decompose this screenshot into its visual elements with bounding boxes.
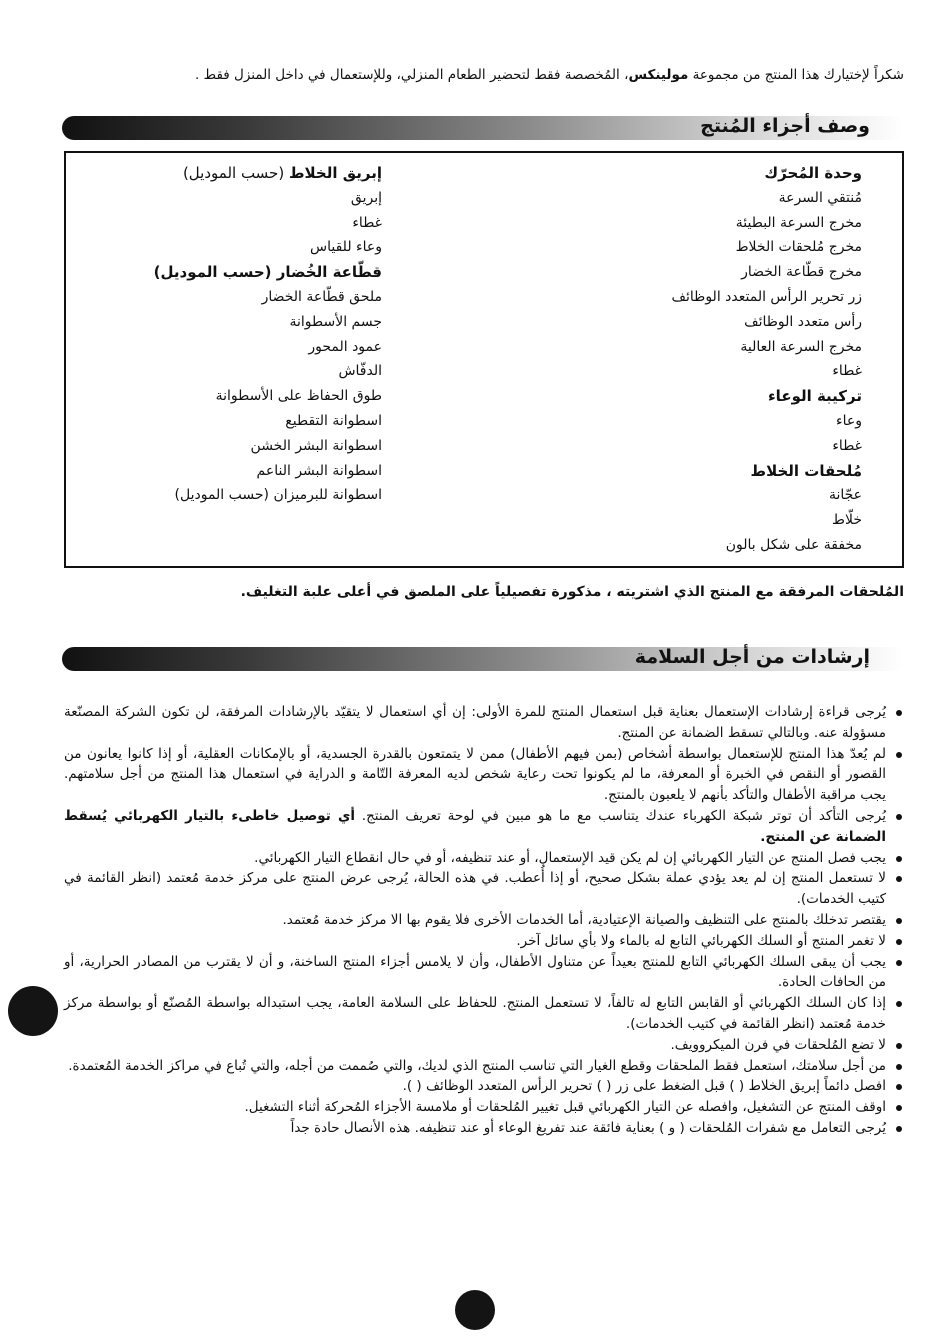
parts-item-label: الدفّاش [338, 363, 382, 380]
safety-item-text: يُرجى التأكد أن توتر شبكة الكهرباء عندك يتناسب مع ما هو مبين في لوحة تعريف المنتج. [354, 807, 886, 824]
parts-item [82, 483, 382, 508]
safety-item-text: لم يُعدّ هذا المنتج للإستعمال بواسطة أشخاص (بمن فيهم الأطفال) ممن لا يتمتعون بالقدرة الجسدية، أو بالإمكانات العقلية، أو إذا كانوا يعانون من القصور أو النقص في الخبرة أو المعرفة، ما لم يكونوا تحت رعاية شخص لديه المعرفة التّامة و الدراية في استعمال هذا المنتج من أجل سلامتهم. يجب مراقبة الأطفال والتأكد بأنهم لا يلعبون بالمنتج. [64, 745, 886, 804]
parts-item-label: وعاء للقياس [310, 239, 382, 256]
parts-item [502, 235, 862, 260]
safety-list [64, 702, 904, 1139]
parts-item-label: إبريق [350, 189, 382, 206]
safety-item [64, 868, 904, 910]
safety-item-text: لا تغمر المنتج أو السلك الكهربائي التابع له بالماء ولا بأي سائل آخر. [516, 932, 886, 949]
parts-item [82, 409, 382, 434]
parts-column-right [502, 161, 862, 558]
parts-item-label: اسطوانة للبرميزان (حسب الموديل) [174, 487, 382, 504]
intro-text [40, 66, 904, 84]
parts-item-label: غطاء [832, 363, 862, 380]
accessories-note: المُلحقات المرفقة مع المنتج الذي اشتريته ، مذكورة تفصيلياً على الملصق في أعلى علبة التغليف. [240, 584, 904, 600]
parts-item [502, 211, 862, 236]
parts-item-label: مُنتقي السرعة [778, 189, 862, 206]
parts-item [502, 310, 862, 335]
safety-item-text: يقتصر تدخلك بالمنتج على التنظيف والصيانة الإعتيادية، أما الخدمات الأخرى فلا يقوم بها الا مركز خدمة مُعتمد. [282, 911, 886, 928]
safety-item-text: يجب أن يبقى السلك الكهربائي التابع للمنتج بعيداً عن متناول الأطفال، وأن لا يلامس أجزاء المنتج الساخنة، و أن لا يقترب من المصادر الحرارية، أو من الحافات الحادة. [64, 953, 886, 991]
parts-item-label: مخرج السرعة العالية [740, 338, 862, 355]
parts-group-heading [502, 459, 862, 484]
parts-item-label: مخرج قطّاعة الخضار [741, 264, 862, 281]
parts-item [82, 285, 382, 310]
parts-item-label: عمود المحور [308, 338, 382, 355]
safety-item [64, 806, 904, 848]
parts-group-heading [82, 260, 382, 285]
safety-item [64, 1076, 904, 1097]
parts-item-label: قطّاعة الخُضار (حسب الموديل) [153, 263, 382, 282]
parts-item [502, 260, 862, 285]
safety-item [64, 1035, 904, 1056]
safety-item-text: إذا كان السلك الكهربائي أو القابس التابع له تالفاً، لا تستعمل المنتج. للحفاظ على السلامة العامة، يجب استبداله بواسطة المُصنّع أو بواسطة مركز خدمة مُعتمد (انظر القائمة في كتيب الخدمات). [64, 995, 886, 1032]
parts-item [82, 235, 382, 260]
safety-item-text: اوقف المنتج عن التشغيل، وافصله عن التيار الكهربائي قبل تغيير المُلحقات أو ملامسة الأجزاء المُحركة أثناء التشغيل. [244, 1099, 886, 1116]
parts-item-label: غطاء [352, 214, 382, 231]
parts-item [502, 434, 862, 459]
parts-item-label: مخرج السرعة البطيئة [735, 214, 862, 231]
parts-item-label: ملحق قطّاعة الخضار [261, 288, 382, 305]
parts-item-label: مُلحقات الخلاط [750, 461, 862, 480]
parts-item [82, 186, 382, 211]
safety-item [64, 1118, 904, 1139]
safety-item-text: من أجل سلامتك، استعمل فقط الملحقات وقطع الغيار التي تناسب المنتج الذي لديك، والتي صُممت من أجله، والتي تُباع في مراكز الخدمة المُعتمدة. [68, 1057, 886, 1074]
parts-item [82, 211, 382, 236]
parts-item [502, 533, 862, 558]
parts-item-label: اسطوانة التقطيع [285, 412, 382, 429]
parts-item [82, 384, 382, 409]
safety-item [64, 993, 904, 1035]
safety-item [64, 952, 904, 994]
safety-item [64, 744, 904, 806]
safety-section-title: إرشادات من أجل السلامة [634, 646, 870, 668]
parts-item [502, 186, 862, 211]
parts-item-label: تركيبة الوعاء [768, 387, 862, 406]
parts-item-label: مخرج مُلحقات الخلاط [735, 239, 862, 256]
safety-item-text: يجب فصل المنتج عن التيار الكهربائي إن لم يكن قيد الإستعمال، أو عند تنظيفه، أو في حال انقطاع التيار الكهربائي. [254, 849, 886, 866]
parts-item-label: اسطوانة البشر الخشن [250, 437, 382, 454]
safety-item-text: يُرجى التعامل مع شفرات المُلحقات ( و ) بعناية فائقة عند تفريغ الوعاء أو عند تنظيفه. هذه الأنصال حادة جداً [290, 1119, 886, 1136]
parts-item-label: طوق الحفاظ على الأسطوانة [215, 388, 382, 405]
safety-item-text: افصل دائماً إبريق الخلاط ( ) قبل الضغط على زر ( ) تحرير الرأس المتعدد الوظائف ( ). [402, 1078, 886, 1095]
parts-group-heading [502, 161, 862, 186]
parts-item [82, 434, 382, 459]
safety-item [64, 702, 904, 744]
parts-item [82, 359, 382, 384]
parts-item [502, 359, 862, 384]
parts-item-label: وعاء [836, 412, 862, 429]
safety-item [64, 1097, 904, 1118]
safety-item-warning: أي توصيل خاطىء بالتيار الكهربائي يُسقط الضمانة عن المنتج. [64, 807, 886, 845]
parts-item [502, 483, 862, 508]
page-marker [455, 1290, 495, 1330]
parts-group-heading [82, 161, 382, 186]
brand-name: مولينكس [628, 66, 689, 83]
safety-item [64, 848, 904, 869]
parts-column-left [82, 161, 382, 508]
safety-item [64, 1056, 904, 1077]
parts-item-label: غطاء [832, 437, 862, 454]
parts-item-note: (حسب الموديل) [182, 164, 289, 182]
safety-item [64, 931, 904, 952]
parts-item [82, 310, 382, 335]
parts-item [82, 335, 382, 360]
parts-item-label: رأس متعدد الوظائف [744, 313, 862, 330]
parts-item [502, 285, 862, 310]
parts-item-label: زر تحرير الرأس المتعدد الوظائف [671, 288, 862, 305]
parts-item-label: اسطوانة البشر الناعم [256, 462, 382, 479]
parts-item [502, 508, 862, 533]
parts-item-label: مخفقة على شكل بالون [725, 536, 862, 553]
parts-item-label: وحدة المُحرّك [764, 164, 862, 182]
parts-section-title: وصف أجزاء المُنتج [700, 115, 870, 137]
safety-item-text: لا تضع المُلحقات في فرن الميكروويف. [670, 1036, 886, 1053]
parts-item [82, 459, 382, 484]
parts-item-label: إبريق الخلاط [288, 164, 382, 182]
parts-item-label: عجّانة [828, 487, 862, 504]
side-marker [8, 986, 58, 1036]
parts-item-label: خلّاط [832, 512, 862, 529]
intro-after: ، المُخصصة فقط لتحضير الطعام المنزلي، وللإستعمال في داخل المنزل فقط . [195, 66, 629, 83]
parts-group-heading [502, 384, 862, 409]
intro-before: شكراً لإختيارك هذا المنتج من مجموعة [688, 66, 904, 83]
safety-item-text: يُرجى قراءة إرشادات الإستعمال بعناية قبل استعمال المنتج للمرة الأولى: إن أي استعمال لا يتقيّد بالإرشادات المرفقة، لن تكون الشركة المصنّعة مسؤولة عنه. وبالتالي تسقط الضمانة عن المنتج. [64, 704, 886, 741]
safety-item-text: لا تستعمل المنتج إن لم يعد يؤدي عملة بشكل صحيح، أو إذا أُعطب. في هذه الحالة، يُرجى عرض المنتج على مركز خدمة مُعتمد (انظر القائمة في كتيب الخدمات). [64, 870, 886, 908]
parts-item [502, 335, 862, 360]
parts-item-label: جسم الأسطوانة [289, 313, 382, 330]
parts-box [64, 151, 904, 568]
parts-item [502, 409, 862, 434]
safety-item [64, 910, 904, 931]
